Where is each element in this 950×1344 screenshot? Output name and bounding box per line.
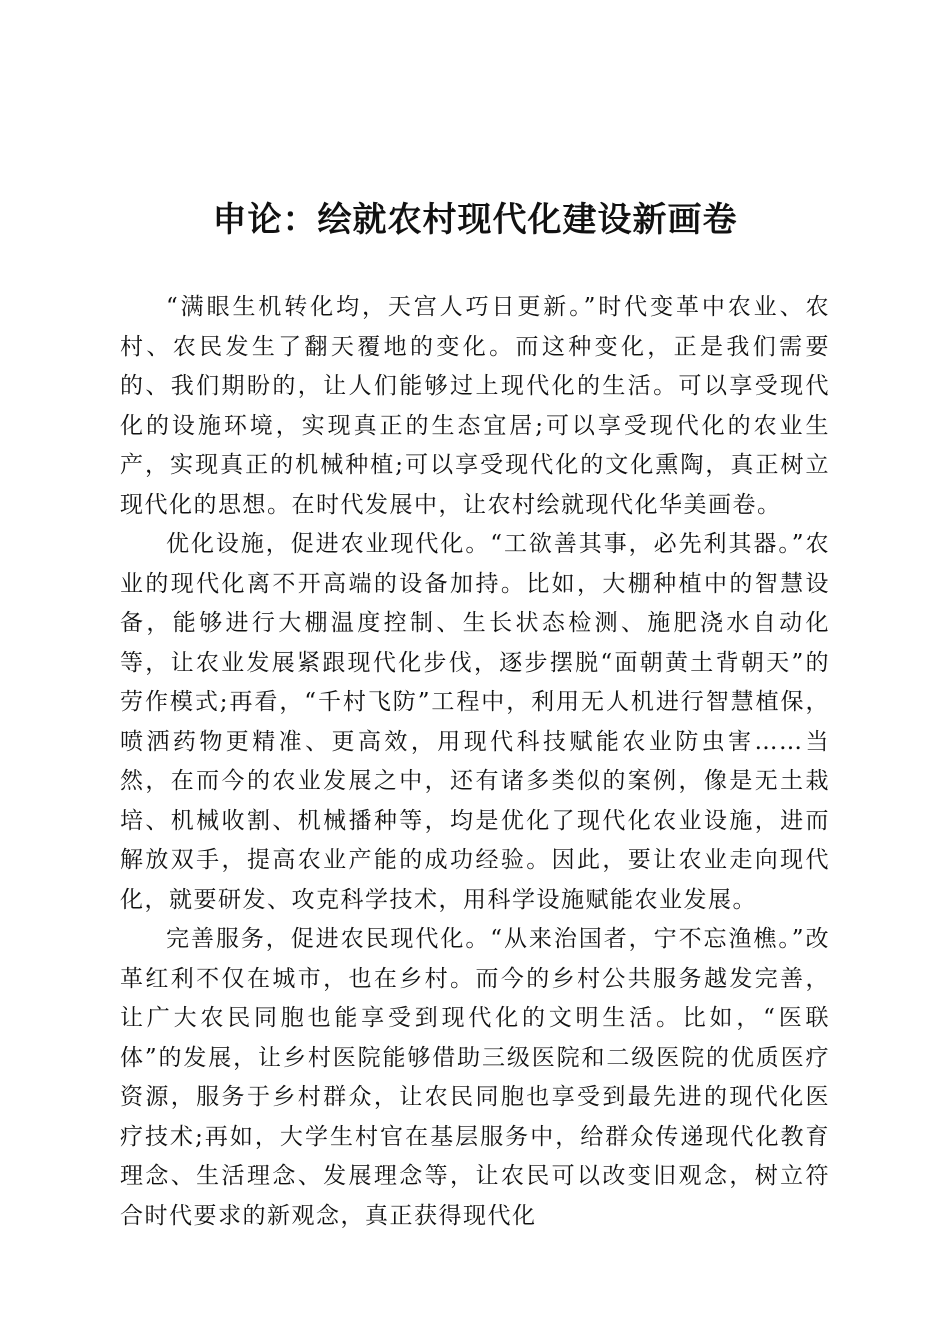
- document-title: 申论：绘就农村现代化建设新画卷: [212, 200, 738, 240]
- document-body: [120, 288, 830, 1236]
- paragraph: “满眼生机转化均，天宫人巧日更新。”时代变革中农业、农村、农民发生了翻天覆地的变化。而这种变化，正是我们需要的、我们期盼的，让人们能够过上现代化的生活。可以享受现代化的设施环境，实现真正的生态宜居;可以享受现代化的农业生产，实现真正的机械种植;可以享受现代化的文化熏陶，真正树立现代化的思想。在时代发展中，让农村绘就现代化华美画卷。: [120, 294, 830, 518]
- paragraph: 完善服务，促进农民现代化。“从来治国者，宁不忘渔樵。”改革红利不仅在城市，也在乡村。而今的乡村公共服务越发完善，让广大农民同胞也能享受到现代化的文明生活。比如，“医联体”的发展，让乡村医院能够借助三级医院和二级医院的优质医疗资源，服务于乡村群众，让农民同胞也享受到最先进的现代化医疗技术;再如，大学生村官在基层服务中，给群众传递现代化教育理念、生活理念、发展理念等，让农民可以改变旧观念，树立符合时代要求的新观念，真正获得现代化: [120, 926, 830, 1229]
- paragraph: 优化设施，促进农业现代化。“工欲善其事，必先利其器。”农业的现代化离不开高端的设备加持。比如，大棚种植中的智慧设备，能够进行大棚温度控制、生长状态检测、施肥浇水自动化等，让农业发展紧跟现代化步伐，逐步摆脱“面朝黄土背朝天”的劳作模式;再看，“千村飞防”工程中，利用无人机进行智慧植保，喷洒药物更精准、更高效，用现代科技赋能农业防虫害……当然，在而今的农业发展之中，还有诸多类似的案例，像是无土栽培、机械收割、机械播种等，均是优化了现代化农业设施，进而解放双手，提高农业产能的成功经验。因此，要让农业走向现代化，就要研发、攻克科学技术，用科学设施赋能农业发展。: [120, 531, 830, 913]
